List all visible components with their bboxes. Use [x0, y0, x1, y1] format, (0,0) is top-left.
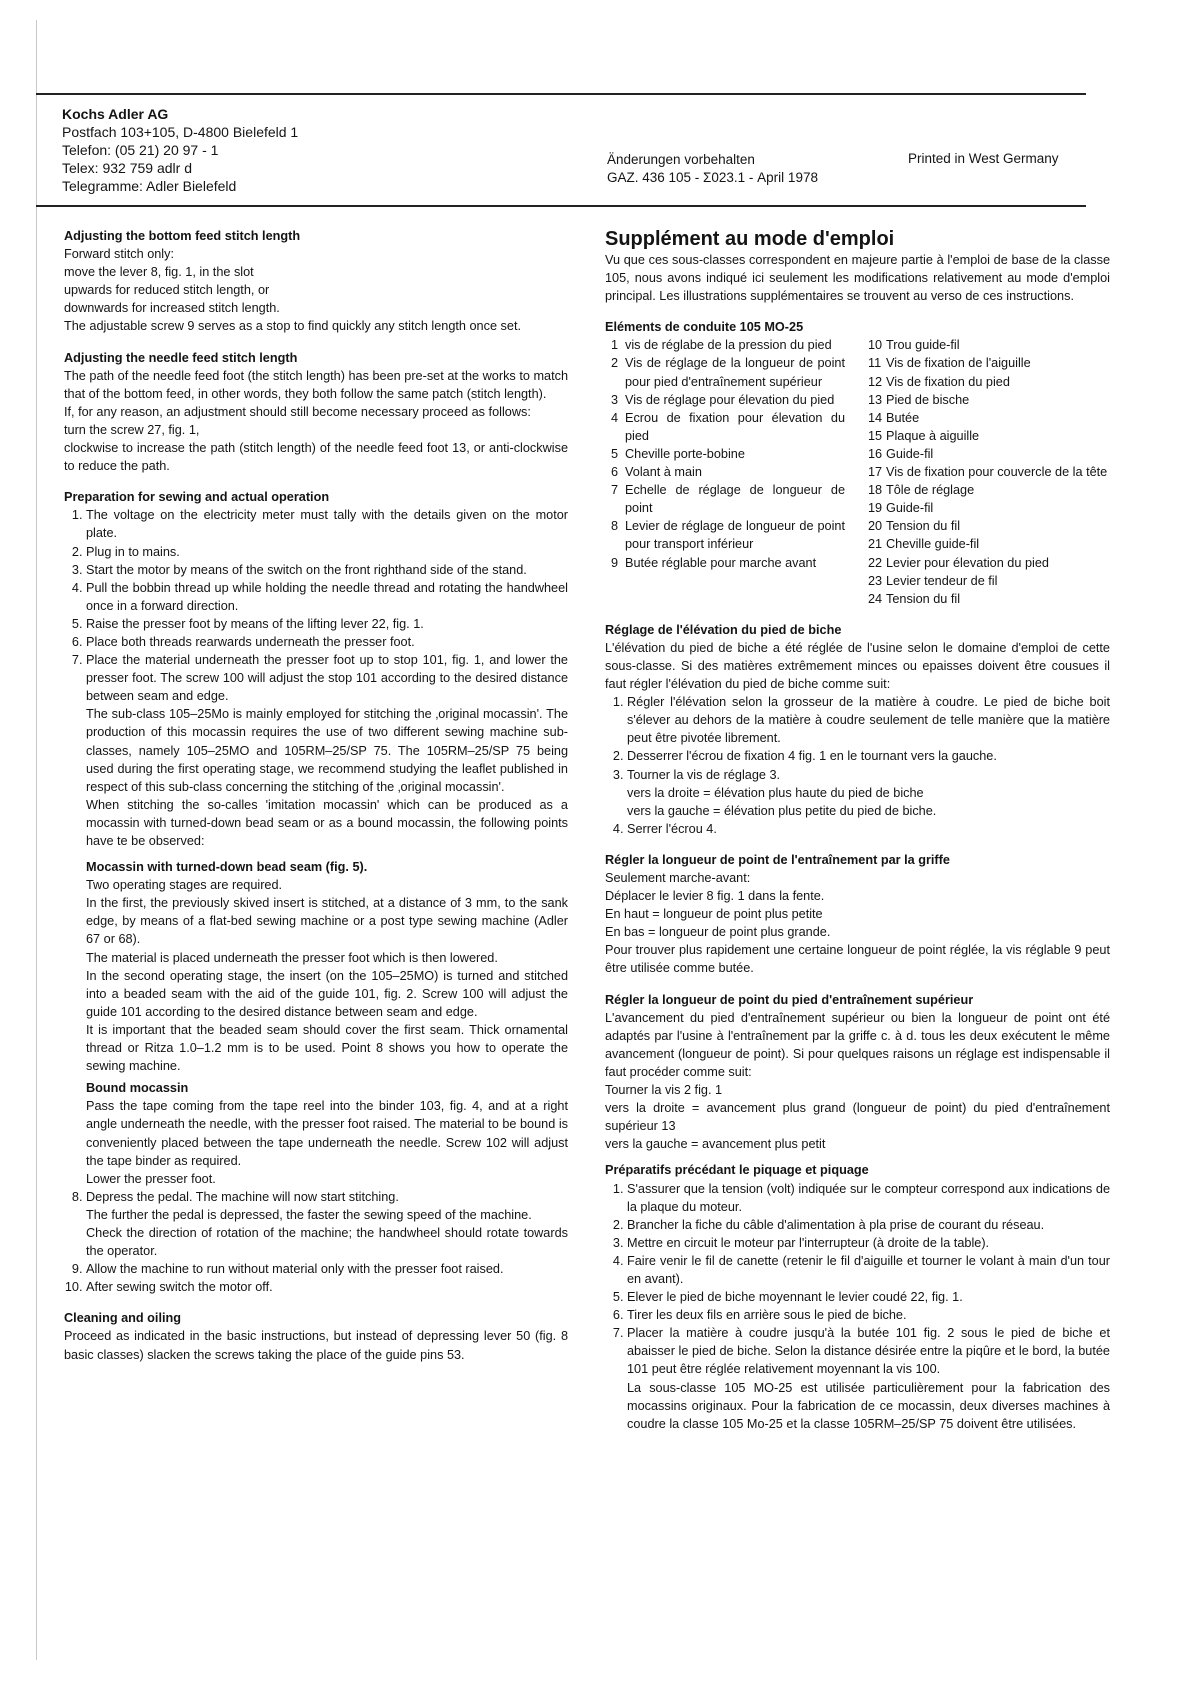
right-column — [605, 227, 1110, 1433]
subsection-title: Bound mocassin — [86, 1081, 189, 1096]
list-item — [86, 651, 568, 1188]
section-title: Préparatifs précédant le piquage et piquage — [605, 1163, 869, 1178]
paragraph: In the second operating stage, the insert (on the 105–25MO) is turned and stitched into a beaded seam with the aid of the guide 101, fig. 2. Screw 100 will adjust the guide 101 according to the desired distance between seam and edge. — [86, 968, 568, 1019]
intro-paragraph: Vu que ces sous-classes correspondent en majeure partie à l'emploi de base de la classe 105, nous avons indiqué ici seulement les modifications relativement au mode d'emploi principal. Les illustrations supplémentaires se trouvent au verso de ces instructions. — [605, 253, 1110, 304]
paragraph: Two operating stages are required. — [86, 878, 283, 893]
legend-item: 10 Trou guide-fil — [868, 338, 960, 353]
paragraph: clockwise to increase the path (stitch length) of the needle feed foot 13, or anti-clockwise to reduce the path. — [64, 441, 568, 474]
legend-item: 13 Pied de bische — [868, 392, 970, 407]
doc-info — [607, 151, 818, 187]
list-item: 4. Pull the bobbin thread up while holding the needle thread and rotating the handwheel once in a forward direction. — [86, 579, 568, 615]
paragraph: It is important that the beaded seam should cover the first seam. Thick ornamental thread or Ritza 1.0–1.2 mm is to be used. Point 8 shows you how to operate the sewing machine. — [86, 1022, 568, 1074]
company-telex: Telex: 932 759 adlr d — [62, 160, 192, 176]
doc-reference: GAZ. 436 105 - Σ023.1 - April 1978 — [607, 170, 818, 185]
paragraph: L'élévation du pied de biche a été réglée de l'usine selon le domaine d'emploi de cette sous-classe. Si des matières extrêmement minces ou epaisses doivent être cousues il faut régler l'élévation du pied de biche comme suit: — [605, 640, 1110, 692]
text-line: move the lever 8, fig. 1, in the slot — [64, 265, 254, 280]
numbered-list — [605, 693, 1110, 838]
company-address: Postfach 103+105, D-4800 Bielefeld 1 — [62, 124, 299, 140]
legend-item: 14 Butée — [868, 410, 920, 425]
legend-item: 16 Guide-fil — [868, 446, 934, 461]
controls-legend — [605, 336, 1110, 607]
paragraph: 7. Placer la matière à coudre jusqu'à la butée 101 fig. 2 sous le pied de biche et abaisser le pied de biche. Selon la distance désirée entre la piqûre et le bord, la butée 101 peut être réglée relativement moyennant la vis 100. — [627, 1326, 1110, 1377]
paragraph: 8. Depress the pedal. The machine will now start stitching. — [86, 1189, 399, 1204]
legend-item: 12 Vis de fixation du pied — [868, 374, 1010, 389]
legend-item: 24 Tension du fil — [868, 591, 961, 606]
company-name: Kochs Adler AG — [62, 106, 169, 122]
scan-edge-line — [36, 20, 37, 1660]
paragraph: The sub-class 105–25Mo is mainly employed for stitching the ‚original mocassin'. The production of this mocassin requires the use of two different sewing machine sub-classes, namely 105–25MO and 105RM–25/SP 75. The 105RM–25/SP 75 being used during the first operating stage, we recommend studying the leaflet published in respect of this sub-class concerning the stitching of the ‚original mocassin'. — [86, 707, 568, 794]
list-item: 1. The voltage on the electricity meter must tally with the details given on the motor plate. — [86, 506, 568, 542]
text-line: vers la droite = avancement plus grand (longueur de point) du pied d'entraînement supérieur 13 — [605, 1101, 1110, 1134]
legend-column-1 — [605, 336, 845, 607]
legend-item: 17 Vis de fixation pour couvercle de la tête — [868, 465, 1108, 480]
left-column — [64, 227, 568, 1364]
section-title: Eléments de conduite 105 MO-25 — [605, 320, 804, 335]
paragraph: Check the direction of rotation of the machine; the handwheel should rotate towards the operator. — [86, 1225, 568, 1259]
numbered-list — [605, 1180, 1110, 1433]
paragraph: vers la gauche = élévation plus petite du pied de biche. — [627, 803, 937, 818]
company-block — [62, 105, 298, 195]
list-item: 2. Desserrer l'écrou de fixation 4 fig. 1 en le tournant vers la gauche. — [627, 747, 1110, 765]
list-item: 5. Raise the presser foot by means of the lifting lever 22, fig. 1. — [86, 615, 568, 633]
legend-item: 20 Tension du fil — [868, 519, 961, 534]
legend-item: 2 Vis de réglage de la longueur de point pour pied d'entraînement supérieur — [611, 356, 845, 389]
text-line: The adjustable screw 9 serves as a stop to find quickly any stitch length once set. — [64, 319, 521, 334]
text-line: upwards for reduced stitch length, or — [64, 283, 270, 298]
section-title: Régler la longueur de point de l'entraînement par la griffe — [605, 852, 950, 867]
section-title: Régler la longueur de point du pied d'entraînement supérieur — [605, 992, 974, 1007]
paragraph: La sous-classe 105 MO-25 est utilisée particulièrement pour la fabrication des mocassins originaux. Pour la fabrication de ce mocassin, deux diverses machines à coudre la classe 105 Mo-25 et la classe 105RM–25/SP 75 doivent être utilisées. — [627, 1380, 1110, 1431]
legend-item: 7 Echelle de réglage de longueur de point — [611, 483, 845, 516]
section-title: Adjusting the bottom feed stitch length — [64, 229, 301, 243]
list-item: 10. After sewing switch the motor off. — [86, 1278, 568, 1296]
subsection-title: Mocassin with turned-down bead seam (fig. 5). — [86, 860, 368, 875]
list-item: 1. S'assurer que la tension (volt) indiquée sur le compteur correspond aux indications de la plaque du moteur. — [627, 1180, 1110, 1216]
legend-column-2 — [862, 336, 1110, 607]
section-title: Cleaning and oiling — [64, 1311, 182, 1326]
list-item: 2. Plug in to mains. — [86, 543, 568, 561]
paragraph: The path of the needle feed foot (the stitch length) has been pre-set at the works to match that of the bottom feed, in other words, they both follow the same patch (stitch length). — [64, 368, 568, 401]
paragraph: When stitching the so-calles 'imitation mocassin' which can be produced as a mocassin with turned-down bead seam or as a bound mocassin, the following points have te be observed: — [86, 797, 568, 848]
legend-item: 18 Tôle de réglage — [868, 483, 975, 498]
legend-item: 15 Plaque à aiguille — [868, 428, 980, 443]
legend-item: 8 Levier de réglage de longueur de point pour transport inférieur — [611, 519, 845, 552]
legend-item: 21 Cheville guide-fil — [868, 537, 980, 552]
header-rule-top — [36, 93, 1086, 95]
text-line: Seulement marche-avant: — [605, 871, 751, 885]
paragraph: The material is placed underneath the presser foot which is then lowered. — [86, 950, 498, 965]
section-title: Réglage de l'élévation du pied de biche — [605, 622, 842, 637]
legend-item: 5 Cheville porte-bobine — [611, 446, 745, 461]
header-rule-bottom — [36, 205, 1086, 207]
printed-note: Printed in West Germany — [908, 151, 1059, 166]
list-item: 5. Elever le pied de biche moyennant le levier coudé 22, fig. 1. — [627, 1288, 1110, 1306]
paragraph: Pass the tape coming from the tape reel into the binder 103, fig. 4, and at a right angle underneath the needle, with the presser foot raised. The material to be bound is conveniently placed between the tape underneath the needle. Screw 102 will adjust the tape binder as required. — [86, 1099, 568, 1168]
list-item: 1. Régler l'élévation selon la grosseur de la matière à coudre. Le pied de biche boit s'élever au dehors de la matière à coudre seulement de telle manière que la matière peut être pivotée librement. — [627, 693, 1110, 747]
section-title: Adjusting the needle feed stitch length — [64, 350, 298, 365]
changes-note: Änderungen vorbehalten — [607, 152, 755, 167]
legend-item: 4 Ecrou de fixation pour élevation du pied — [611, 410, 845, 443]
text-line: Pour trouver plus rapidement une certaine longueur de point réglée, la vis réglable 9 peut être utilisée comme butée. — [605, 943, 1110, 976]
text-line: Forward stitch only: — [64, 247, 174, 262]
legend-item: 23 Levier tendeur de fil — [868, 573, 998, 588]
text-line: En bas = longueur de point plus grande. — [605, 925, 831, 940]
page-title: Supplément au mode d'emploi — [605, 228, 895, 250]
text-line: vers la gauche = avancement plus petit — [605, 1137, 826, 1152]
list-item: 9. Allow the machine to run without material only with the presser foot raised. — [86, 1260, 568, 1278]
numbered-list — [64, 506, 568, 1296]
section-title: Preparation for sewing and actual operation — [64, 490, 330, 505]
list-item — [86, 1188, 568, 1260]
list-item: 3. Start the motor by means of the switch on the front righthand side of the stand. — [86, 561, 568, 579]
text-line: Tourner la vis 2 fig. 1 — [605, 1083, 723, 1098]
legend-item: 19 Guide-fil — [868, 501, 934, 516]
paragraph: Proceed as indicated in the basic instructions, but instead of depressing lever 50 (fig. 8 basic classes) slacken the screws taking the place of the guide pins 53. — [64, 1329, 568, 1362]
text-line: downwards for increased stitch length. — [64, 301, 280, 316]
legend-item: 9 Butée réglable pour marche avant — [611, 555, 817, 570]
paragraph: 7. Place the material underneath the presser foot up to stop 101, fig. 1, and lower the presser foot. The screw 100 will adjust the stop 101 according to the desired distance between seam and edge. — [86, 653, 568, 704]
list-item — [627, 1324, 1110, 1433]
list-item: 6. Tirer les deux fils en arrière sous le pied de biche. — [627, 1306, 1110, 1324]
list-item: 6. Place both threads rearwards underneath the presser foot. — [86, 633, 568, 651]
list-item: 3. Mettre en circuit le moteur par l'interrupteur (à droite de la table). — [627, 1234, 1110, 1252]
paragraph: turn the screw 27, fig. 1, — [64, 422, 200, 437]
company-telegram: Telegramme: Adler Bielefeld — [62, 178, 237, 194]
list-item: 4. Serrer l'écrou 4. — [627, 820, 1110, 838]
paragraph: L'avancement du pied d'entraînement supérieur ou bien la longueur de point ont été adaptés par l'usine à l'entraînement par la griffe c. à d. tous les deux exécutent le même avancement (longueur de point). Si pour quelques raisons un réglage est indispensable il faut procéder comme suit: — [605, 1010, 1110, 1079]
company-phone: Telefon: (05 21) 20 97 - 1 — [62, 142, 219, 158]
paragraph: Lower the presser foot. — [86, 1171, 216, 1186]
text-line: Déplacer le levier 8 fig. 1 dans la fente. — [605, 889, 825, 904]
text-line: En haut = longueur de point plus petite — [605, 907, 823, 922]
legend-item: 3 Vis de réglage pour élevation du pied — [611, 392, 835, 407]
legend-item: 6 Volant à main — [611, 465, 702, 480]
list-item: 4. Faire venir le fil de canette (retenir le fil d'aiguille et tourner le volant à main d'un tour en avant). — [627, 1252, 1110, 1288]
legend-item: 11 Vis de fixation de l'aiguille — [868, 356, 1031, 371]
legend-item: 1 vis de réglabe de la pression du pied — [611, 338, 832, 353]
list-item: 2. Brancher la fiche du câble d'alimentation à pla prise de courant du réseau. — [627, 1216, 1110, 1234]
list-item — [627, 766, 1110, 820]
legend-item: 22 Levier pour élevation du pied — [868, 555, 1049, 570]
paragraph: The further the pedal is depressed, the faster the sewing speed of the machine. — [86, 1207, 532, 1222]
paragraph: If, for any reason, an adjustment should still become necessary proceed as follows: — [64, 404, 531, 419]
paragraph: 3. Tourner la vis de réglage 3. — [627, 767, 781, 782]
paragraph: vers la droite = élévation plus haute du pied de biche — [627, 785, 924, 800]
paragraph: In the first, the previously skived insert is stitched, at a distance of 3 mm, to the sank edge, by means of a flat-bed sewing machine or a post type sewing machine (Adler 67 or 68). — [86, 896, 568, 947]
